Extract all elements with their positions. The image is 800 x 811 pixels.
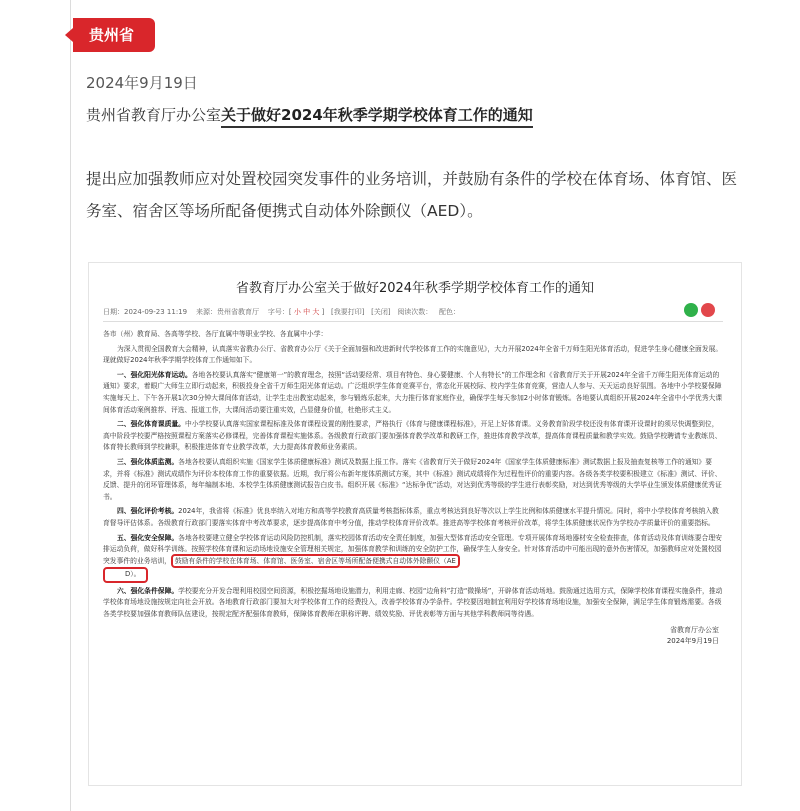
share-icons — [681, 303, 715, 317]
region-tag-label: 贵州省 — [89, 26, 135, 44]
section-2-title: 二、强化体育课质量。 — [117, 420, 185, 429]
close-link[interactable]: [关闭] — [371, 308, 391, 316]
read-count-label: 阅读次数： — [397, 308, 433, 316]
font-size-medium[interactable]: 中 — [303, 308, 311, 316]
section-4-text: 2024年，我省将《标准》优良率纳入对地方和高等学校教育高质量考核指标体系，重点考核达到良好等次以上学生比例和体质健康水平提升情况。同时，将中小学校体育考核纳入教育督导评估体系。各级教育行政部门要落实体育中考改革要求，逐步提高体育中考分值，推动学校体育评价改革。推进高等学校体育考核评价改革，将学生体质健康状况作为学校办学质量评价的重要指标。 — [103, 507, 719, 527]
doc-intro: 为深入贯彻全国教育大会精神，认真落实省教办公厅、省教育办公厅《关于全面加强和改进新时代学校体育工作的实施意见》，大力开展2024年全省千万师生阳光体育活动，促进学生身心健康全面发展。现就做好2024年秋季学期学校体育工作通知如下。 — [103, 344, 723, 365]
aed-highlight: 鼓励有条件的学校在体育场、体育馆、医务室、宿舍区等场所配备便携式自动体外除颤仪（AE — [171, 554, 460, 568]
headline-title-link[interactable]: 关于做好2024年秋季学期学校体育工作的通知 — [221, 106, 533, 128]
article-headline — [86, 104, 533, 125]
aed-highlight-end: D）。 — [103, 567, 148, 583]
doc-title: 省教育厅办公室关于做好2024年秋季学期学校体育工作的通知 — [235, 281, 595, 296]
region-tag — [73, 18, 155, 52]
doc-section-4 — [103, 506, 725, 529]
section-5-text: 各地各校要建立健全学校体育运动风险防控机制，落实校园体育活动安全责任制度，加强大型体育活动安全管理。专项开展体育场地器材安全检查排查，体育活动及体育训练要合理安排运动负荷，做好科学训练。按照学校体育课和运动场地设施安全管理相关规定，加强体育教学和训练的安全防护工作，确保学生人身安全。针对体育活动中可能出现的意外伤害情况，加强教师应对处置校园突发事件的业务培训， — [103, 533, 722, 565]
section-3-text: 各地各校要认真组织实施《国家学生体质健康标准》测试及数据上报工作。落实《省教育厅关于做好2024年《国家学生体质健康标准》测试数据上报及抽查复核等工作的通知》要求，并将《标准》测试成绩作为评价本校体育工作的重要依据。近期，我厅将公布新年度体质测试方案，其中《标准》测试成绩将作为过程性评价的重要内容。各级各类学校要积极建立《标准》测试、评价、反馈、提升的闭环管理体系，每年编制本地、本校学生体质健康测试报告白皮书。组织开展《标准》“达标争优”活动，对达到优秀等级的学生进行表彰奖励，对达到优秀等级的大学毕业生颁发体质健康优秀证书。 — [103, 457, 722, 501]
document-screenshot — [88, 262, 742, 786]
section-6-text: 学校要充分开发合理利用校园空间资源，积极挖掘场地设施潜力，利用走廊、校园“边角料”打造“微操场”，开辟体育活动场地。鼓励通过选用方式，保障学校体育课程实施条件，推动学校体育场地设施按规定向社会开放。各地教育行政部门要加大对学校体育工作的经费投入，改善学校体育办学条件。学校要因地制宜利用好学校体育场地设施，加强安全保障，满足学生体育锻炼需要。各级各类学校要加强体育教师队伍建设，按规定配齐配强体育教师，保障体育教师在职称评聘、绩效奖励、评优表彰等方面与其他学科教师同等待遇。 — [103, 586, 723, 619]
section-1-title: 一、强化阳光体育运动。 — [117, 370, 192, 379]
color-scheme-label: 配色： — [439, 308, 460, 316]
doc-divider — [103, 321, 723, 322]
doc-meta-size-label: 字号：[ — [267, 308, 292, 316]
doc-meta-source: 来源：贵州省教育厅 — [196, 308, 259, 316]
sign-org: 省教育厅办公室 — [670, 625, 719, 634]
headline-org: 贵州省教育厅办公室 — [86, 106, 222, 124]
doc-section-6 — [103, 586, 725, 621]
section-4-title: 四、强化评价考核。 — [117, 507, 179, 516]
sign-date: 2024年9月19日 — [666, 636, 719, 645]
section-6-title: 六、强化条件保障。 — [117, 586, 179, 595]
doc-section-1 — [103, 370, 725, 416]
section-1-text: 各地各校要认真落实“健康第一”的教育理念，按照“活动要经常、项目有特色、身心要健康、个人有特长”的工作理念和《省教育厅关于开展2024年全省千万师生阳光体育运动的通知》要求，着眼广大师生立即行动起来，积极投身全省千万师生阳光体育运动。广泛组织学生体育竞赛平台，常态化开展校际、校内学生体育竞赛，营造人人参与、天天运动良好氛围。各地中小学校要保障实施每天上、下午各开展1次30分钟大课间体育活动，让学生走出教室动起来，参与锻炼乐起来，大力推行体育家庭作业，确保学生每天参加2小时体育锻炼。各地要认真组织开展2024年全省中小学优秀大课间体育活动案例推荐、评选、报道工作，大课间活动要注重实效，凸显健身价值，杜绝形式主义。 — [103, 370, 723, 414]
font-size-large[interactable]: 大 — [312, 308, 320, 316]
section-5-title: 五、强化安全保障。 — [117, 533, 179, 542]
section-3-title: 三、强化体质监测。 — [117, 457, 179, 466]
doc-meta — [103, 307, 723, 317]
doc-body — [103, 329, 725, 647]
doc-section-5 — [103, 533, 725, 583]
doc-salutation: 各市（州）教育局、各高等学校、各厅直属中等职业学校、各直属中小学： — [103, 330, 328, 338]
doc-meta-size-end: ] — [321, 308, 325, 316]
doc-section-3 — [103, 457, 725, 503]
font-size-small[interactable]: 小 — [293, 308, 301, 316]
article-date: 2024年9月19日 — [86, 74, 198, 92]
weibo-share-icon[interactable] — [701, 303, 715, 317]
doc-meta-date: 日期：2024-09-23 11:19 — [103, 308, 188, 316]
article-lead: 提出应加强教师应对处置校园突发事件的业务培训，并鼓励有条件的学校在体育场、体育馆、医务室、宿舍区等场所配备便携式自动体外除颤仪（AED）。 — [86, 170, 738, 220]
print-link[interactable]: [我要打印] — [331, 308, 365, 316]
section-2-text: 中小学校要认真落实国家课程标准及体育课程设置的刚性要求，严格执行《体育与健康课程标准》，开足上好体育课。义务教育阶段学校还没有体育课开设课时的须尽快调整到位，高中阶段学校要严格按照课程方案落实必修课程，完善体育课程实施体系。各级教育行政部门要加强体育教学改革和教研工作，推进体育教学改革，提高体育课程质量和教学实效。鼓励学校聘请专业教练员、体育特长教师到学校兼职，积极推进体育专业教学改革，大力提高体育教师业务素质。 — [103, 420, 722, 452]
wechat-share-icon[interactable] — [684, 303, 698, 317]
doc-section-2 — [103, 419, 725, 454]
timeline-rule — [70, 0, 71, 811]
doc-signature — [103, 625, 725, 647]
